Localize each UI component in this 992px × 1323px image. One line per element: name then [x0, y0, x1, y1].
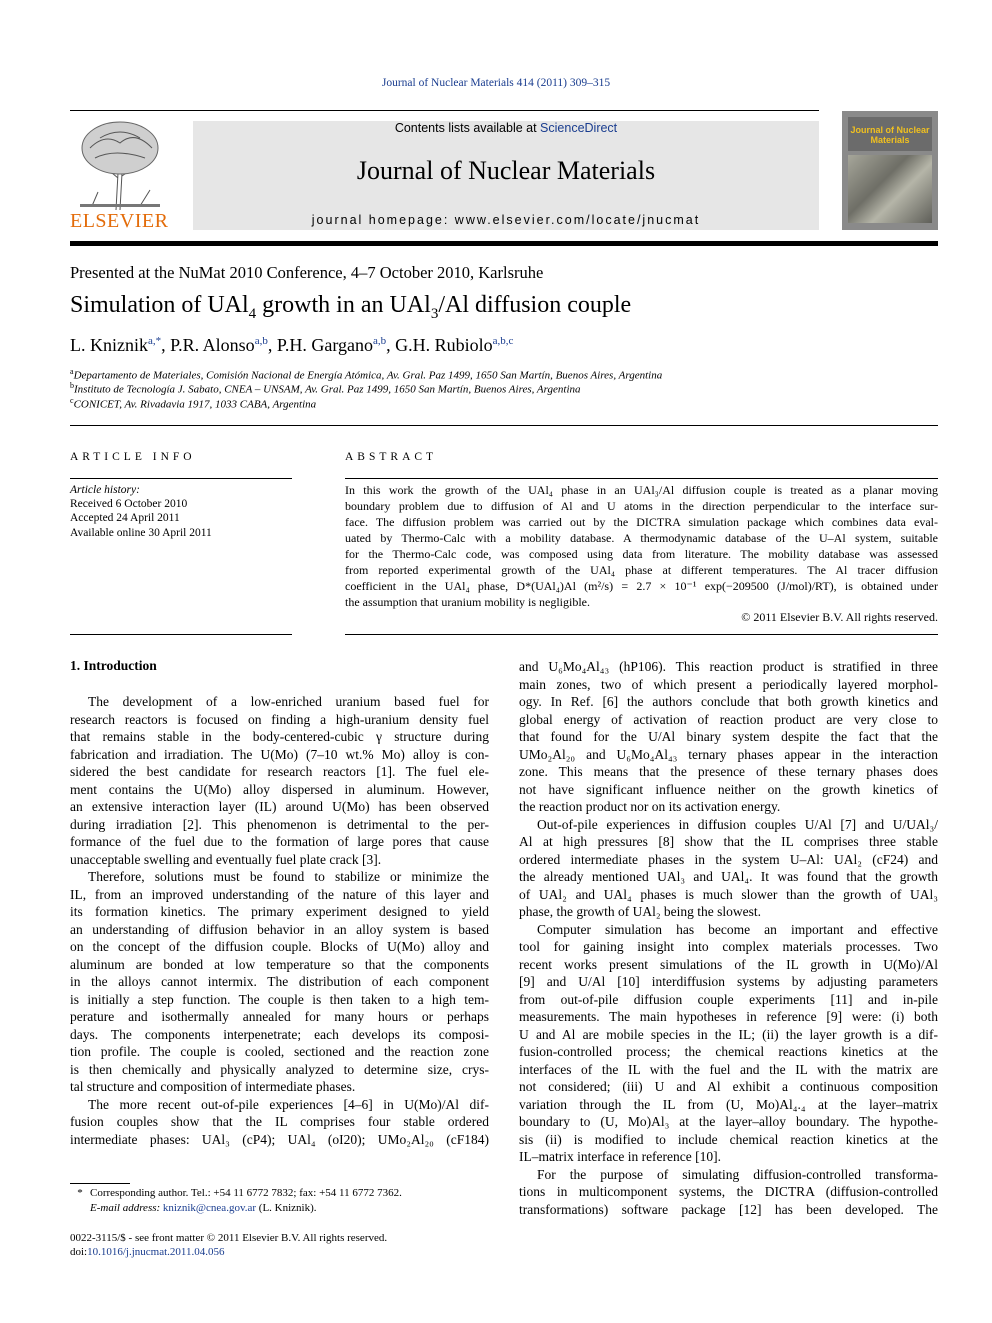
body-text-line: on the concept of the diffusion couple. Blocks of U(Mo) alloy and	[70, 939, 489, 954]
left-column	[70, 693, 489, 1148]
abstract-line: uated by Thermo-Calc with a mobility database. A thermodynamic database of the U–Al system, suitable	[345, 531, 938, 545]
journal-title: Journal of Nuclear Materials	[356, 156, 656, 185]
body-text-line: research reactors is focused on finding a high-uranium density fuel	[70, 711, 489, 727]
body-text-line: transformations) software package [12] has been developed. The	[519, 1201, 938, 1217]
contents-prefix: Contents lists available at	[394, 121, 541, 135]
body-text-line: Therefore, solutions must be found to stabilize or minimize the	[88, 869, 489, 884]
body-text-line: variation through the IL from (U, Mo)Al₄.₄ at the layer–matrix	[519, 1096, 938, 1112]
abstract-line: for the Thermo-Calc code, was composed using data from literature. The mobility database was assessed	[345, 547, 938, 561]
article-info-bottom-rule	[70, 634, 292, 635]
body-text-line: tions in multicomponent systems, the DICTRA (diffusion-controlled	[519, 1184, 938, 1199]
title-rule	[70, 425, 938, 426]
corr-text: Corresponding author. Tel.: +54 11 6772 7832; fax: +54 11 6772 7362.	[90, 1187, 402, 1199]
author-affil-mark: a,b,c	[492, 335, 514, 347]
author-list: L. Kniznik$^{a,*}$, P.R. Alonso$^{a,b}$, P.H. Gargano$^{a,b}$, G.H. Rubiolo$^{a,b,c}$	[70, 335, 514, 355]
article-history	[70, 483, 212, 540]
online-date: Available online 30 April 2011	[70, 526, 212, 539]
journal-citation[interactable]: Journal of Nuclear Materials 414 (2011) 309–315	[381, 77, 611, 89]
email-note	[90, 1201, 317, 1216]
body-text-line: Al at high pressures [8] show that the IL comprises three stable	[519, 834, 938, 849]
author-affil-mark: a,b	[373, 335, 387, 347]
body-text-line: from out-of-pile diffusion couple experiments [11] and in-pile	[519, 991, 938, 1007]
body-text-line: in the alloys cannot intermix. The distribution of each component	[70, 974, 489, 989]
elsevier-wordmark: ELSEVIER	[70, 210, 169, 232]
affil-mark: b	[70, 381, 74, 390]
title-part: growth in an UAl	[256, 292, 431, 318]
abstract-line: In this work the growth of the UAl₄ phase in an UAl₃/Al diffusion couple is treated as a planar moving	[345, 483, 938, 497]
abstract-line: boundary problem due to diffusion of Al and U atoms in the direction perpendicular to the interface sur-	[345, 499, 938, 513]
title-part: Simulation of UAl	[70, 292, 249, 318]
section-heading-introduction: 1. Introduction	[70, 658, 157, 673]
body-text-line: ogy. In Ref. [6] the authors conclude that both growth kinetics and	[519, 694, 938, 709]
journal-cover-image	[842, 111, 938, 230]
received-date: Received 6 October 2010	[70, 498, 188, 511]
affil-text: Departamento de Materiales, Comisión Nacional de Energía Atómica, Av. Gral. Paz 1499, 1650 San Martín, Buenos Aires, Argentina	[73, 369, 663, 382]
affil-text: CONICET, Av. Rivadavia 1917, 1033 CABA, Argentina	[73, 398, 317, 411]
email-suffix: (L. Kniznik).	[256, 1202, 317, 1214]
article-info-rule	[70, 478, 292, 479]
affil-mark: c	[70, 396, 74, 405]
author-name[interactable]: G.H. Rubiolo	[395, 335, 493, 355]
body-text-line: zone. This means that the presence of these ternary phases does	[519, 764, 938, 779]
right-column	[519, 658, 938, 1218]
body-text-line: days. The components interpenetrate; each develops its composi-	[70, 1026, 489, 1042]
abstract-copyright: © 2011 Elsevier B.V. All rights reserved.	[741, 610, 938, 624]
body-text-line: ment contains the U(Mo) alloy dispersed in aluminum. However,	[70, 781, 489, 797]
header-rule	[70, 110, 819, 111]
body-text-line: its formation kinetics. The primary experiment designed to yield	[70, 904, 489, 919]
body-text-line: an understanding of diffusion behavior in an alloy system is based	[70, 921, 489, 937]
author-affil-mark: a,*	[148, 335, 162, 347]
affiliation-b	[70, 381, 581, 396]
body-text-line: and U₆Mo₄Al₄₃ (hP106). This reaction product is stratified in three	[519, 659, 938, 674]
body-text-line: The development of a low-enriched uranium based fuel for	[88, 694, 489, 709]
body-text-line: U and Al are mobile species in the IL; (ii) the layer growth is a dif-	[519, 1026, 938, 1042]
header-thick-rule	[70, 241, 938, 246]
body-text-line: that remains stable in the body-centered-cubic γ structure during	[70, 729, 489, 744]
body-text-line: tion profile. The couple is cooled, sectioned and the reaction zone	[70, 1044, 489, 1059]
body-text-line: not considered; (iii) U and Al exhibit a continuous composition	[519, 1079, 938, 1094]
body-text-line: boundary to (U, Mo)Al₃ at the layer–alloy boundary. The hypothe-	[519, 1114, 938, 1129]
body-text-line: fabrication and irradiation. The U(Mo) (7–10 wt.% Mo) alloy is con-	[70, 746, 489, 762]
body-text-line: not have significant influence neither on the growth kinetics of	[519, 781, 938, 797]
body-text-line: aluminum are bonded at low temperature so that the components	[70, 956, 489, 972]
abstract-line: face. The diffusion problem was carried out by the DICTRA simulation package which combines data eval-	[345, 515, 938, 529]
affiliation-a	[70, 367, 662, 382]
author-affil-mark: a,b	[254, 335, 268, 347]
cover-photo	[848, 155, 932, 223]
body-text-line: sis (ii) is modified to include chemical reaction kinetics at the	[519, 1131, 938, 1147]
footnote-star: *	[77, 1187, 83, 1199]
corresponding-author-note	[70, 1186, 402, 1201]
affiliation-c	[70, 396, 316, 411]
email-link[interactable]: kniznik@cnea.gov.ar	[162, 1202, 257, 1214]
body-text-line: recent works present simulations of the IL growth in U(Mo)/Al	[519, 956, 938, 972]
body-text-line: unacceptable swelling and eventually fuel plate crack [3].	[70, 851, 382, 867]
contents-line	[193, 121, 819, 135]
journal-homepage[interactable]: journal homepage: www.elsevier.com/locate/jnucmat	[311, 213, 701, 227]
abstract-heading: ABSTRACT	[345, 451, 438, 463]
body-text-line: main zones, two of which present a periodically layered morphol-	[519, 676, 938, 692]
title-part: /Al diffusion couple	[438, 292, 632, 318]
history-label: Article history:	[70, 484, 140, 496]
body-text-line: perature and isothermally annealed for many hours or perhaps	[70, 1009, 489, 1024]
body-text-line: IL–matrix interface in reference [10].	[519, 1149, 722, 1164]
body-text-line: tool for gaining insight into complex materials processes. Two	[519, 939, 938, 954]
body-text-line: intermediate phases: UAl₃ (cP4); UAl₄ (oI20); UMo₂Al₂₀ (cF184)	[70, 1131, 489, 1147]
article-info-heading: ARTICLE INFO	[70, 451, 196, 463]
body-text-line: The more recent out-of-pile experiences [4–6] in U(Mo)/Al dif-	[88, 1096, 489, 1112]
body-text-line: UMo₂Al₂₀ and U₆Mo₄Al₄₃ ternary phases appear in the interaction	[519, 746, 938, 762]
email-label: E-mail address:	[90, 1202, 163, 1214]
title-subscript: 4	[248, 305, 257, 322]
title-subscript: 3	[430, 305, 439, 322]
footnote-rule	[70, 1183, 130, 1184]
body-text-line: fusion couples show that the IL comprises four stable ordered	[70, 1114, 489, 1129]
body-text-line: Out-of-pile experiences in diffusion couples U/Al [7] and U/UAl₃/	[537, 816, 938, 832]
issn-line: 0022-3115/$ - see front matter © 2011 Elsevier B.V. All rights reserved.	[70, 1232, 388, 1244]
body-text-line: is then chemically and physically analyzed to determine size, crys-	[70, 1061, 489, 1077]
body-text-line: Computer simulation has become an important and effective	[537, 921, 938, 937]
doi-label: doi:	[70, 1246, 88, 1258]
body-text-line: during irradiation [2]. This phenomenon is detrimental to the per-	[70, 816, 489, 832]
abstract-rule	[345, 478, 938, 479]
body-text-line: phase, the growth of UAl₂ being the slowest.	[519, 904, 762, 919]
abstract-line: from reported experimental growth of the UAl₄ phase at different temperatures. The Al tracer diffusion	[345, 563, 938, 577]
abstract-body	[345, 482, 938, 610]
body-text-line: an extensive interaction layer (IL) around U(Mo) has been observed	[70, 799, 489, 814]
accepted-date: Accepted 24 April 2011	[70, 512, 180, 525]
body-text-line: that found for the U/Al binary system despite the fact that the	[519, 729, 938, 744]
abstract-line: coefficient in the UAl₄ phase, D*(UAl₄)Al (m²/s) = 2.7 × 10⁻¹ exp(−209500 (J/mol)/RT), is obtained under	[345, 579, 938, 593]
abstract-line: the assumption that uranium mobility is negligible.	[345, 595, 590, 609]
body-text-line: global energy of activation of reaction product are very close to	[519, 711, 938, 727]
body-text-line: of UAl₂ and UAl₄ phases is much slower than the growth of UAl₃	[519, 886, 938, 902]
affil-text: Instituto de Tecnología J. Sabato, CNEA – UNSAM, Av. Gral. Paz 1499, 1650 San Martín, Buenos Aires, Argentina	[74, 383, 581, 396]
body-text-line: [9] and U/Al [10] interdiffusion systems by adjusting parameters	[519, 974, 938, 989]
body-text-line: fusion-controlled process; the chemical reactions kinetics at the	[519, 1044, 938, 1059]
body-text-line: tal structure and composition of intermediate phases.	[70, 1079, 356, 1094]
author-name[interactable]: P.R. Alonso	[170, 335, 255, 355]
doi-link[interactable]: 10.1016/j.jnucmat.2011.04.056	[87, 1246, 225, 1258]
abstract-bottom-rule	[345, 634, 938, 635]
body-text-line: is initially a step function. The couple is then taken to a high tem-	[70, 991, 489, 1007]
body-text-line: ordered intermediate phases in the system U–Al: UAl₂ (cF24) and	[519, 851, 938, 867]
conference-note: Presented at the NuMat 2010 Conference, 4–7 October 2010, Karlsruhe	[70, 263, 544, 282]
sciencedirect-link[interactable]: ScienceDirect	[540, 121, 618, 135]
body-text-line: formance of the fuel due to the formation of large pores that cause	[70, 834, 489, 849]
body-text-line: interfaces of the IL with the fuel and the IL with the matrix are	[519, 1061, 938, 1077]
body-text-line: measurements. The main hypotheses in reference [9] were: (i) both	[519, 1009, 938, 1024]
author-name[interactable]: P.H. Gargano	[276, 335, 373, 355]
body-text-line: the already mentioned UAl₃ and UAl₄. It was found that the growth	[519, 869, 938, 884]
affil-mark: a	[70, 367, 74, 376]
body-text-line: the reaction product nor on its activation energy.	[519, 799, 781, 814]
doi-line	[70, 1245, 225, 1260]
body-text-line: For the purpose of simulating diffusion-controlled transforma-	[537, 1166, 938, 1182]
article-title	[70, 292, 631, 323]
author-name[interactable]: L. Kniznik	[70, 335, 148, 355]
body-text-line: IL, from an improved understanding of the nature of this layer and	[70, 886, 489, 902]
cover-title: Journal of Nuclear Materials	[848, 117, 932, 151]
body-text-line: sidered the best candidate for research reactors [1]. The fuel ele-	[70, 764, 489, 779]
